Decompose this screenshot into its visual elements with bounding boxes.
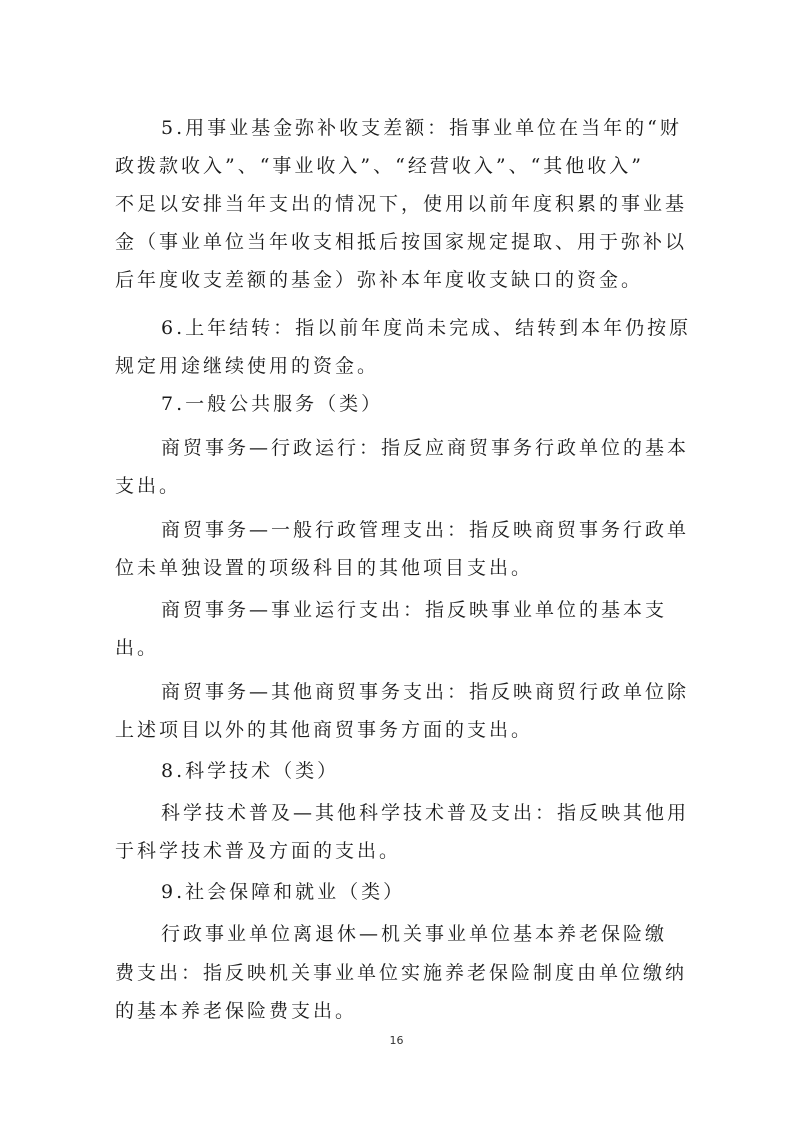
paragraph-line: 商贸事务—行政运行：指反应商贸事务行政单位的基本 — [161, 437, 690, 459]
paragraph-line: 规定用途继续使用的资金。 — [115, 355, 380, 377]
paragraph-line: 费支出：指反映机关事业单位实施养老保险制度由单位缴纳 — [115, 962, 688, 984]
paragraph-line: 行政事业单位离退休—机关事业单位基本养老保险缴 — [161, 923, 668, 945]
paragraph-line: 不足以安排当年支出的情况下，使用以前年度积累的事业基 — [115, 193, 688, 215]
paragraph-line: 政拨款收入”、“事业收入”、“经营收入”、“其他收入” — [115, 155, 644, 177]
paragraph-line: 6.上年结转：指以前年度尚未完成、结转到本年仍按原 — [161, 317, 692, 339]
paragraph-line: 商贸事务—其他商贸事务支出：指反映商贸行政单位除 — [161, 681, 690, 703]
paragraph-line: 9.社会保障和就业（类） — [161, 881, 406, 903]
paragraph-line: 8.科学技术（类） — [161, 760, 340, 782]
page-number: 16 — [389, 1034, 404, 1047]
paragraph-line: 支出。 — [115, 475, 182, 497]
paragraph-line: 位未单独设置的项级科目的其他项目支出。 — [115, 557, 534, 579]
paragraph-line: 5.用事业基金弥补收支差额：指事业单位在当年的“财 — [161, 117, 682, 139]
paragraph-line: 商贸事务—事业运行支出：指反映事业单位的基本支 — [161, 599, 668, 621]
paragraph-line: 后年度收支差额的基金）弥补本年度收支缺口的资金。 — [115, 269, 644, 291]
paragraph-line: 7.一般公共服务（类） — [161, 393, 384, 415]
paragraph-line: 的基本养老保险费支出。 — [115, 1000, 358, 1022]
paragraph-line: 上述项目以外的其他商贸事务方面的支出。 — [115, 719, 534, 741]
paragraph-line: 金（事业单位当年收支相抵后按国家规定提取、用于弥补以 — [115, 231, 688, 253]
paragraph-line: 商贸事务—一般行政管理支出：指反映商贸事务行政单 — [161, 519, 690, 541]
paragraph-line: 出。 — [115, 637, 160, 659]
paragraph-line: 科学技术普及—其他科学技术普及支出：指反映其他用 — [161, 802, 690, 824]
paragraph-line: 于科学技术普及方面的支出。 — [115, 840, 402, 862]
